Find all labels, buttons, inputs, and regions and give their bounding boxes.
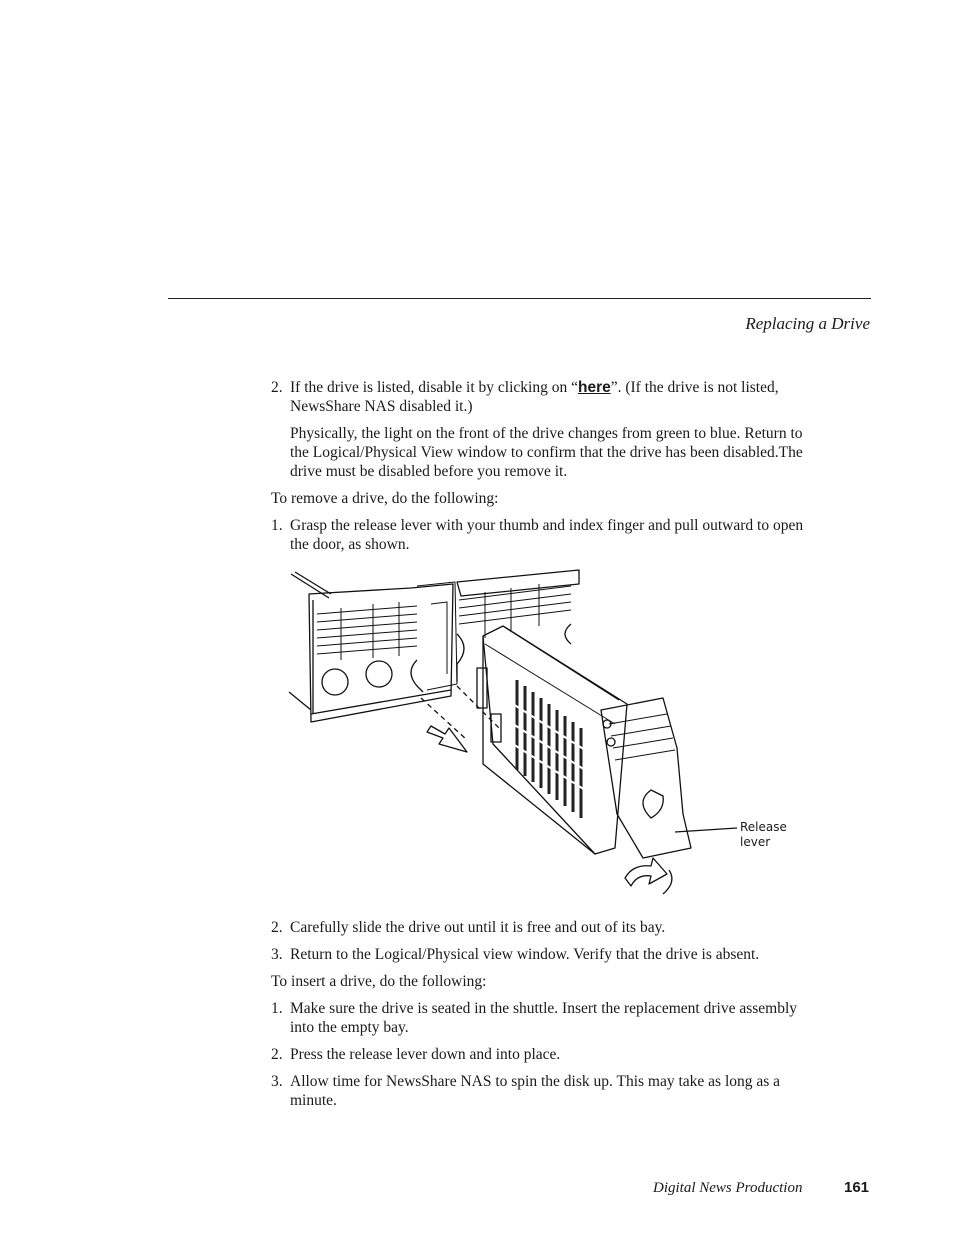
header-rule [168, 298, 871, 299]
drive-removal-illustration [271, 564, 816, 904]
step-number: 3. [271, 946, 283, 963]
step-number: 2. [271, 1046, 283, 1063]
step-text-after: ”. (If the drive is not listed, NewsShare NAS disabled it.) [290, 379, 779, 415]
remove-step-2 [271, 918, 816, 937]
step-text: Return to the Logical/Physical view window. Verify that the drive is absent. [290, 946, 760, 963]
release-lever-callout [740, 820, 787, 850]
insert-step-3 [271, 1072, 816, 1110]
insert-intro: To insert a drive, do the following: [271, 973, 487, 990]
step-number: 2. [271, 379, 283, 396]
step-text: Press the release lever down and into place. [290, 1046, 561, 1063]
page-number: 161 [844, 1179, 870, 1196]
section-header: Replacing a Drive [745, 314, 870, 333]
step-text: Make sure the drive is seated in the shuttle. Insert the replacement drive assembly into the empty bay. [290, 1000, 798, 1036]
step-text: Carefully slide the drive out until it is free and out of its bay. [290, 919, 666, 936]
callout-line-2: lever [740, 835, 771, 849]
here-link[interactable]: here [577, 379, 611, 396]
page-content [271, 378, 816, 1118]
insert-step-2 [271, 1045, 816, 1064]
callout-line-1: Release [740, 820, 787, 834]
step-disable [271, 378, 816, 416]
remove-step-1 [271, 516, 816, 554]
step-number: 1. [271, 517, 283, 534]
step-number: 3. [271, 1073, 283, 1090]
drive-bay-drawing [271, 564, 816, 904]
step-number: 2. [271, 919, 283, 936]
footer-title: Digital News Production [653, 1180, 803, 1196]
insert-step-1 [271, 999, 816, 1037]
disable-note: Physically, the light on the front of the drive changes from green to blue. Return to the Logical/Physical View window to confirm that the drive has been disabled.The drive must be disabled before you remove it. [290, 425, 803, 480]
step-number: 1. [271, 1000, 283, 1017]
step-text-before: If the drive is listed, disable it by clicking on “ [290, 379, 578, 396]
step-text: Grasp the release lever with your thumb and index finger and pull outward to open the door, as shown. [290, 517, 804, 553]
remove-step-3 [271, 945, 816, 964]
step-text: Allow time for NewsShare NAS to spin the disk up. This may take as long as a minute. [290, 1073, 781, 1109]
remove-intro: To remove a drive, do the following: [271, 490, 499, 507]
